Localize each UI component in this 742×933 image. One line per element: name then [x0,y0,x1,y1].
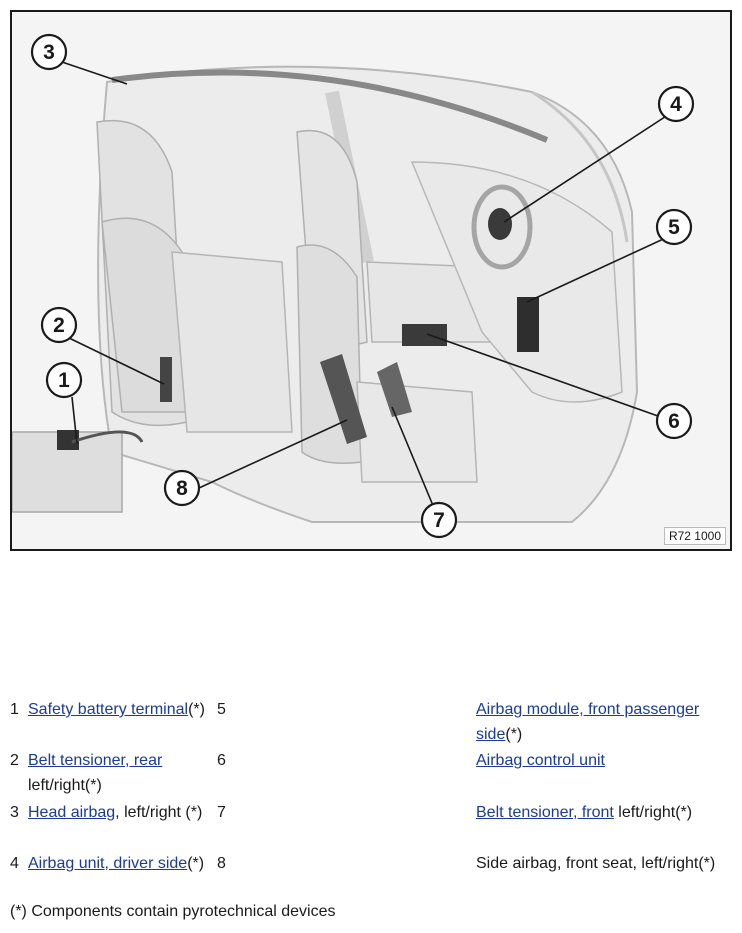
item-number: 4 [10,855,19,872]
car-interior-illustration [12,12,730,549]
item-text: Side airbag, front seat, left/right(*) [476,855,716,872]
item-suffix: left/right(*) [613,804,693,821]
link-airbag-unit-driver[interactable]: Airbag unit, driver side [28,855,188,872]
footnote: (*) Components contain pyrotechnical devices [10,903,336,920]
item-text [28,697,218,722]
item-suffix: , left/right (*) [115,804,203,821]
figure-reference: R72 1000 [664,527,726,545]
item-number: 2 [10,752,19,769]
link-belt-tensioner-rear[interactable]: Belt tensioner, rear [28,752,163,769]
link-head-airbag[interactable]: Head airbag [28,804,116,821]
callout-6: 6 [668,410,680,433]
item-suffix: (*) [505,726,523,743]
link-airbag-module-passenger[interactable]: Airbag module, front passenger side [476,701,700,743]
item-text [476,697,731,747]
airbag-components-figure [10,10,732,551]
item-suffix: (*) [188,701,205,718]
callout-3: 3 [43,41,55,64]
item-text [28,851,218,876]
item-number: 7 [217,804,226,821]
link-airbag-control-unit[interactable]: Airbag control unit [476,752,605,769]
callout-7: 7 [433,509,445,532]
item-number: 1 [10,701,19,718]
callout-5: 5 [668,216,680,239]
item-text [476,800,731,825]
item-suffix: left/right(*) [28,777,102,794]
callout-2: 2 [53,314,65,337]
item-text [476,748,731,773]
item-number: 5 [217,701,226,718]
item-number: 8 [217,855,226,872]
callout-1: 1 [58,369,70,392]
callout-8: 8 [176,477,188,500]
link-belt-tensioner-front[interactable]: Belt tensioner, front [476,804,614,821]
item-text [28,748,218,798]
link-safety-battery-terminal[interactable]: Safety battery terminal [28,701,189,718]
item-number: 3 [10,804,19,821]
item-text [28,800,218,825]
item-number: 6 [217,752,226,769]
callout-4: 4 [670,93,682,116]
item-suffix: (*) [187,855,205,872]
